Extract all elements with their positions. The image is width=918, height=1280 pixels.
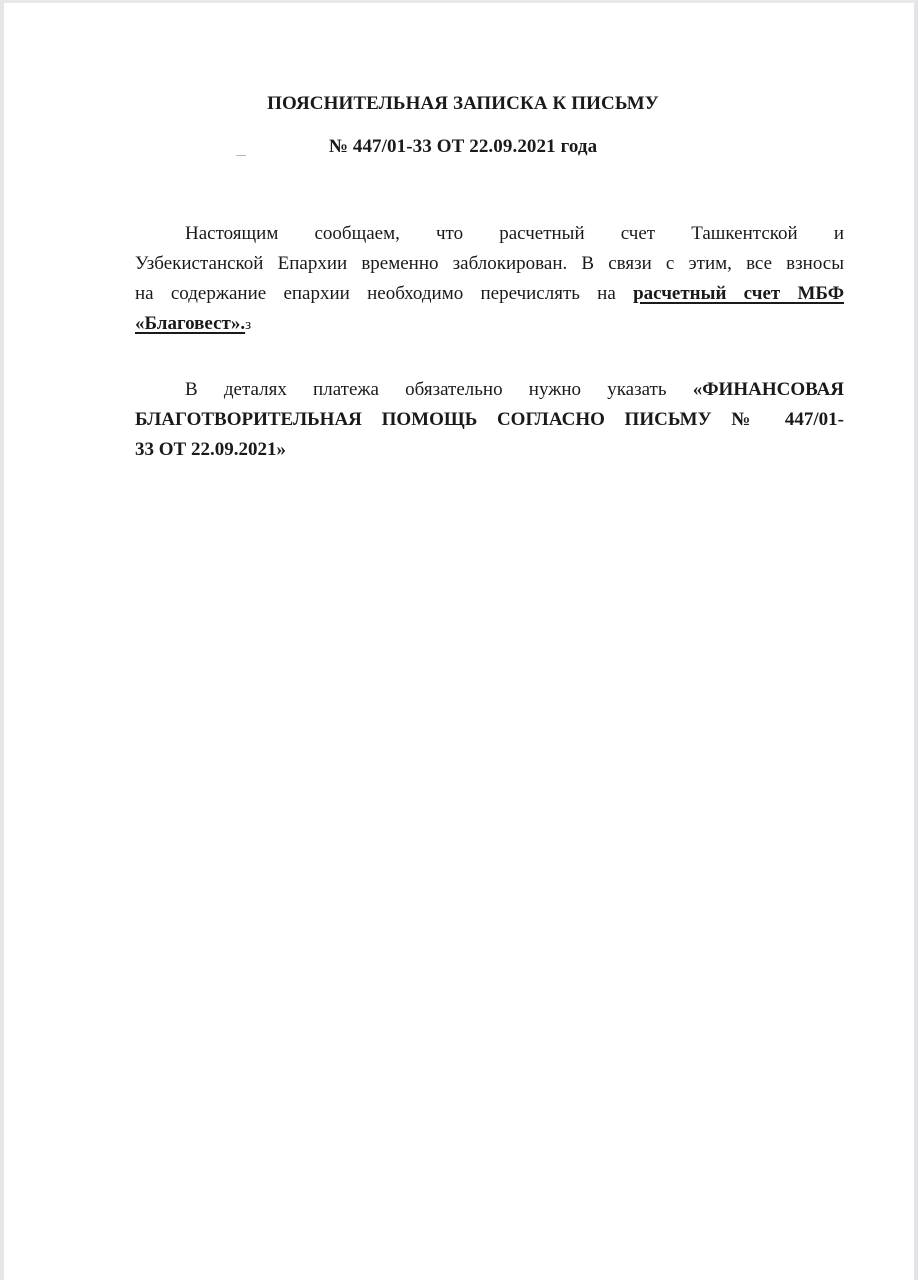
paragraph-text: Настоящим сообщаем, что расчетный счет Ташкентской и — [185, 223, 844, 244]
paragraph-line: 33 ОТ 22.09.2021» — [135, 439, 286, 460]
stray-character: з — [245, 317, 252, 333]
paragraph-text: В деталях платежа обязательно нужно указать — [185, 379, 667, 400]
paragraph-account-blocked — [135, 219, 844, 340]
paragraph-line — [135, 219, 844, 249]
paragraph-line: Узбекистанской Епархии временно заблокирован. В связи с этим, все взносы — [135, 253, 844, 274]
account-emphasis: расчетный счет МБФ — [633, 283, 845, 304]
fund-name-emphasis: «Благовест». — [135, 313, 246, 334]
document-title: ПОЯСНИТЕЛЬНАЯ ЗАПИСКА К ПИСЬМУ — [267, 93, 659, 114]
paragraph-payment-details — [135, 375, 844, 465]
paragraph-text: на содержание епархии необходимо перечислять на — [135, 283, 616, 304]
document-subtitle: № 447/01-33 ОТ 22.09.2021 года — [328, 136, 598, 157]
paragraph-line: БЛАГОТВОРИТЕЛЬНАЯ ПОМОЩЬ СОГЛАСНО ПИСЬМУ № 447/01- — [135, 409, 844, 430]
paragraph-line — [135, 375, 844, 405]
paragraph-line — [135, 279, 844, 309]
paragraph-line — [135, 309, 844, 340]
payment-purpose-emphasis: «ФИНАНСОВАЯ — [692, 379, 845, 400]
